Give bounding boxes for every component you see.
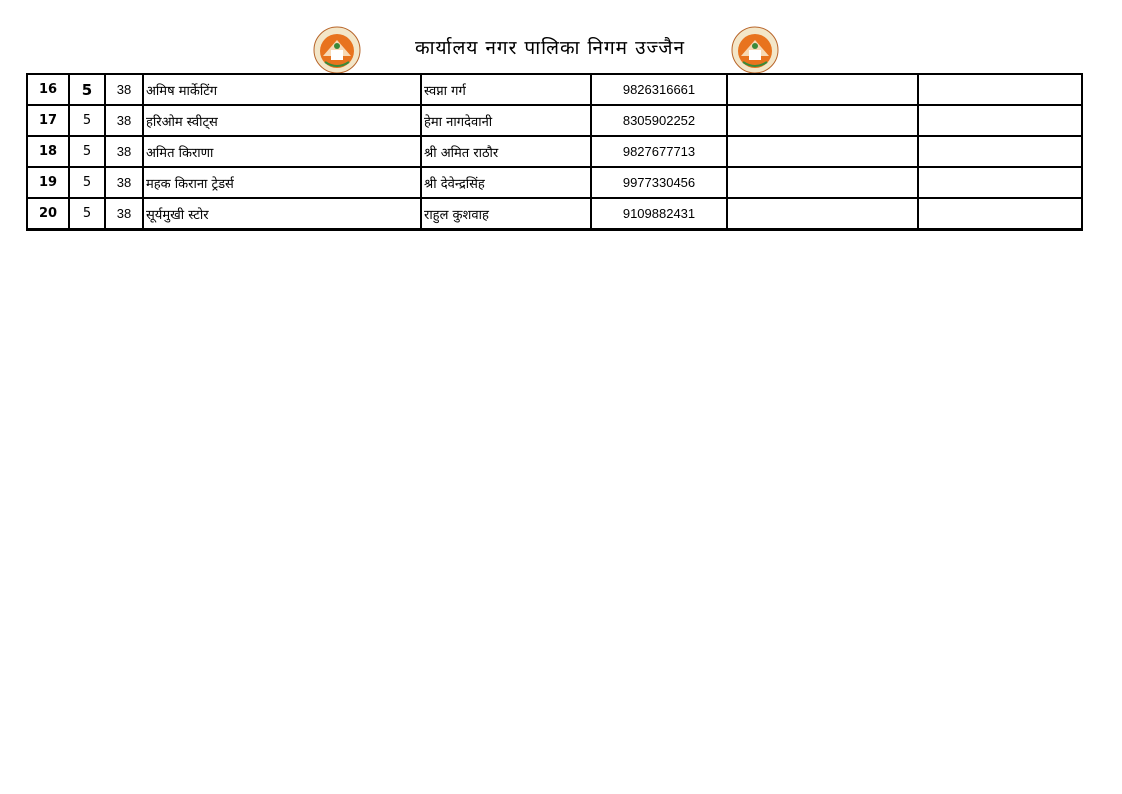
phone-number: 8305902252 xyxy=(591,105,727,136)
owner-name: हेमा नागदेवानी xyxy=(421,105,591,136)
municipal-seal-icon xyxy=(731,26,779,74)
serial-number: 16 xyxy=(27,74,69,105)
shop-name: अमित किराणा xyxy=(143,136,421,167)
blank-cell xyxy=(727,105,918,136)
shop-name: सूर्यमुखी स्टोर xyxy=(143,198,421,230)
owner-name: श्री अमित राठौर xyxy=(421,136,591,167)
table-row xyxy=(27,74,1082,105)
blank-cell xyxy=(918,74,1082,105)
ward-number: 5 xyxy=(69,167,105,198)
blank-cell xyxy=(918,198,1082,230)
blank-cell xyxy=(727,198,918,230)
phone-number: 9109882431 xyxy=(591,198,727,230)
shop-name: महक किराना ट्रेडर्स xyxy=(143,167,421,198)
shop-name: हरिओम स्वीट्स xyxy=(143,105,421,136)
ward-number: 5 xyxy=(69,105,105,136)
zone-number: 38 xyxy=(105,198,143,230)
blank-cell xyxy=(918,167,1082,198)
zone-number: 38 xyxy=(105,74,143,105)
shop-name: अमिष मार्केटिंग xyxy=(143,74,421,105)
owner-name: स्वप्ना गर्ग xyxy=(421,74,591,105)
zone-number: 38 xyxy=(105,167,143,198)
page-header xyxy=(0,22,1122,78)
serial-number: 20 xyxy=(27,198,69,230)
table-row xyxy=(27,167,1082,198)
owner-name: राहुल कुशवाह xyxy=(421,198,591,230)
serial-number: 17 xyxy=(27,105,69,136)
municipal-seal-icon xyxy=(313,26,361,74)
blank-cell xyxy=(918,105,1082,136)
serial-number: 19 xyxy=(27,167,69,198)
blank-cell xyxy=(727,167,918,198)
ward-number: 5 xyxy=(69,198,105,230)
owner-name: श्री देवेन्द्रसिंह xyxy=(421,167,591,198)
ward-number: 5 xyxy=(69,74,105,105)
shop-records-table xyxy=(26,73,1083,231)
serial-number: 18 xyxy=(27,136,69,167)
phone-number: 9977330456 xyxy=(591,167,727,198)
zone-number: 38 xyxy=(105,136,143,167)
ward-number: 5 xyxy=(69,136,105,167)
table-row xyxy=(27,105,1082,136)
table-row xyxy=(27,198,1082,230)
phone-number: 9826316661 xyxy=(591,74,727,105)
blank-cell xyxy=(727,74,918,105)
blank-cell xyxy=(727,136,918,167)
blank-cell xyxy=(918,136,1082,167)
phone-number: 9827677713 xyxy=(591,136,727,167)
table-row xyxy=(27,136,1082,167)
zone-number: 38 xyxy=(105,105,143,136)
office-title: कार्यालय नगर पालिका निगम उज्जैन xyxy=(414,37,685,59)
